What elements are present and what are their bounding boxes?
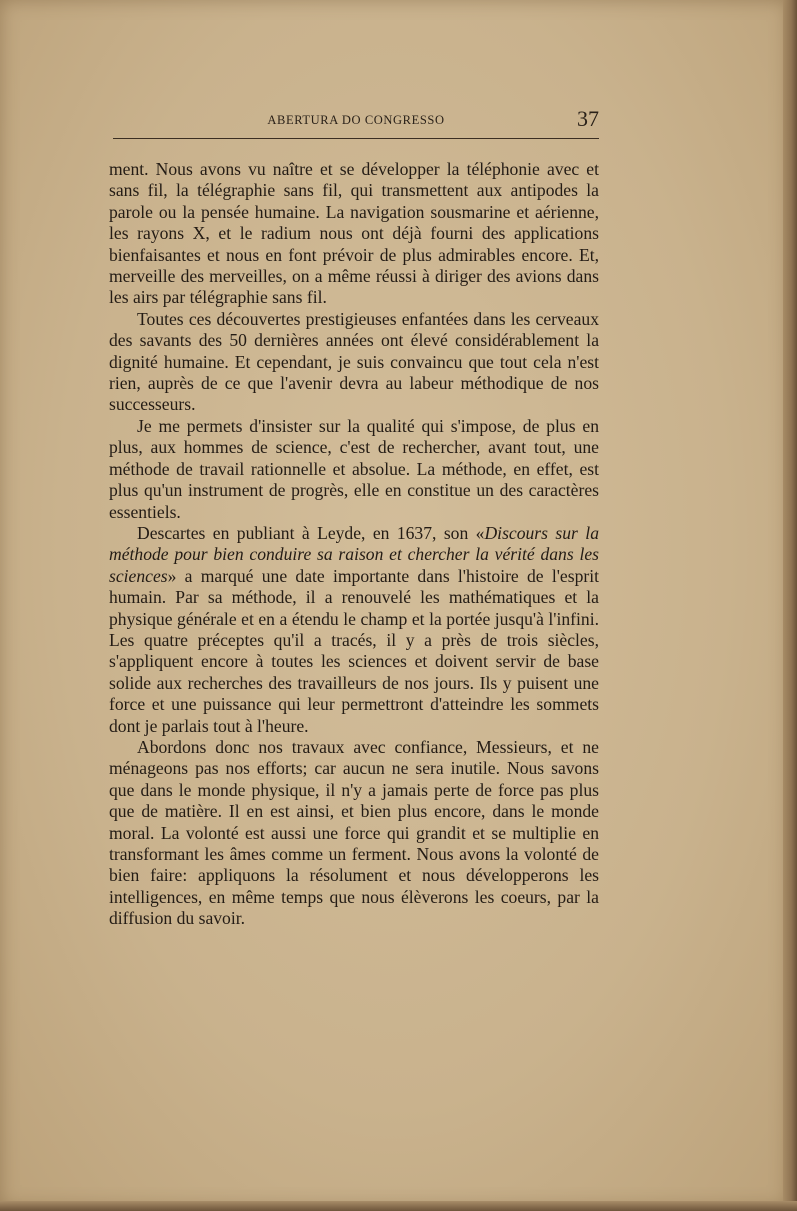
paragraph-5: Abordons donc nos travaux avec confiance, Messieurs, et ne ménageons pas nos efforts; car aucun ne sera inutile. Nous savons que dans le monde physique, il n'y a jamais perte de force pas plus que de matière. Il en est ainsi, et bien plus encore, dans le monde moral. La volonté est aussi une force qui grandit et se multiplie en transformant les âmes comme un ferment. Nous avons la volonté de bien faire: appliquons la résolument et nous développerons les intelligences, en même temps que nous élèverons les coeurs, par la diffusion du savoir. — [109, 736, 599, 929]
page-header — [113, 106, 599, 138]
book-title-italic: Discours sur la méthode pour bien conduire sa raison et chercher la vérité dans les sciences — [109, 522, 599, 586]
body-text — [109, 159, 599, 930]
paragraph-2: Toutes ces découvertes prestigieuses enfantées dans les cerveaux des savants des 50 dernières années ont élevé considérablement la dignité humaine. Et cependant, je suis convaincu que tout cela n'est rien, auprès de ce que l'avenir devra au labeur méthodique de nos successeurs. — [109, 308, 599, 415]
paragraph-4 — [109, 523, 599, 737]
paragraph-1: ment. Nous avons vu naître et se développer la téléphonie avec et sans fil, la télégraphie sans fil, qui transmettent aux antipodes la parole ou la pensée humaine. La navigation sousmarine et aérienne, les rayons X, et le radium nous ont déjà fourni des applications bienfaisantes et nous en font prévoir de plus admirables encore. Et, merveille des merveilles, on a même réussi à diriger des avions dans les airs par télégraphie sans fil. — [109, 159, 599, 308]
paragraph-3: Je me permets d'insister sur la qualité qui s'impose, de plus en plus, aux hommes de science, c'est de rechercher, avant tout, une méthode de travail rationnelle et absolue. La méthode, en effet, est plus qu'un instrument de progrès, elle en constitue un des caractères essentiels. — [109, 415, 599, 522]
paragraph-4-after: » a marqué une date importante dans l'histoire de l'esprit humain. Par sa méthode, il a renouvelé les mathématiques et la physique générale et en a étendu le champ et la portée jusqu'à l'infini. Les quatre préceptes qu'il a tracés, il y a près de trois siècles, s'appliquent encore à toutes les sciences et doivent servir de base solide aux recherches des travailleurs de nos jours. Ils y puisent une force et une puissance qui leur permettront d'atteindre les sommets dont je parlais tout à l'heure. — [109, 565, 599, 736]
header-rule — [113, 138, 599, 139]
page-edge-right — [783, 0, 797, 1211]
running-title: ABERTURA DO CONGRESSO — [267, 113, 445, 127]
page-edge-bottom — [0, 1201, 797, 1211]
paragraph-4-before: Descartes en publiant à Leyde, en 1637, son « — [137, 522, 485, 543]
page-number: 37 — [577, 106, 599, 131]
